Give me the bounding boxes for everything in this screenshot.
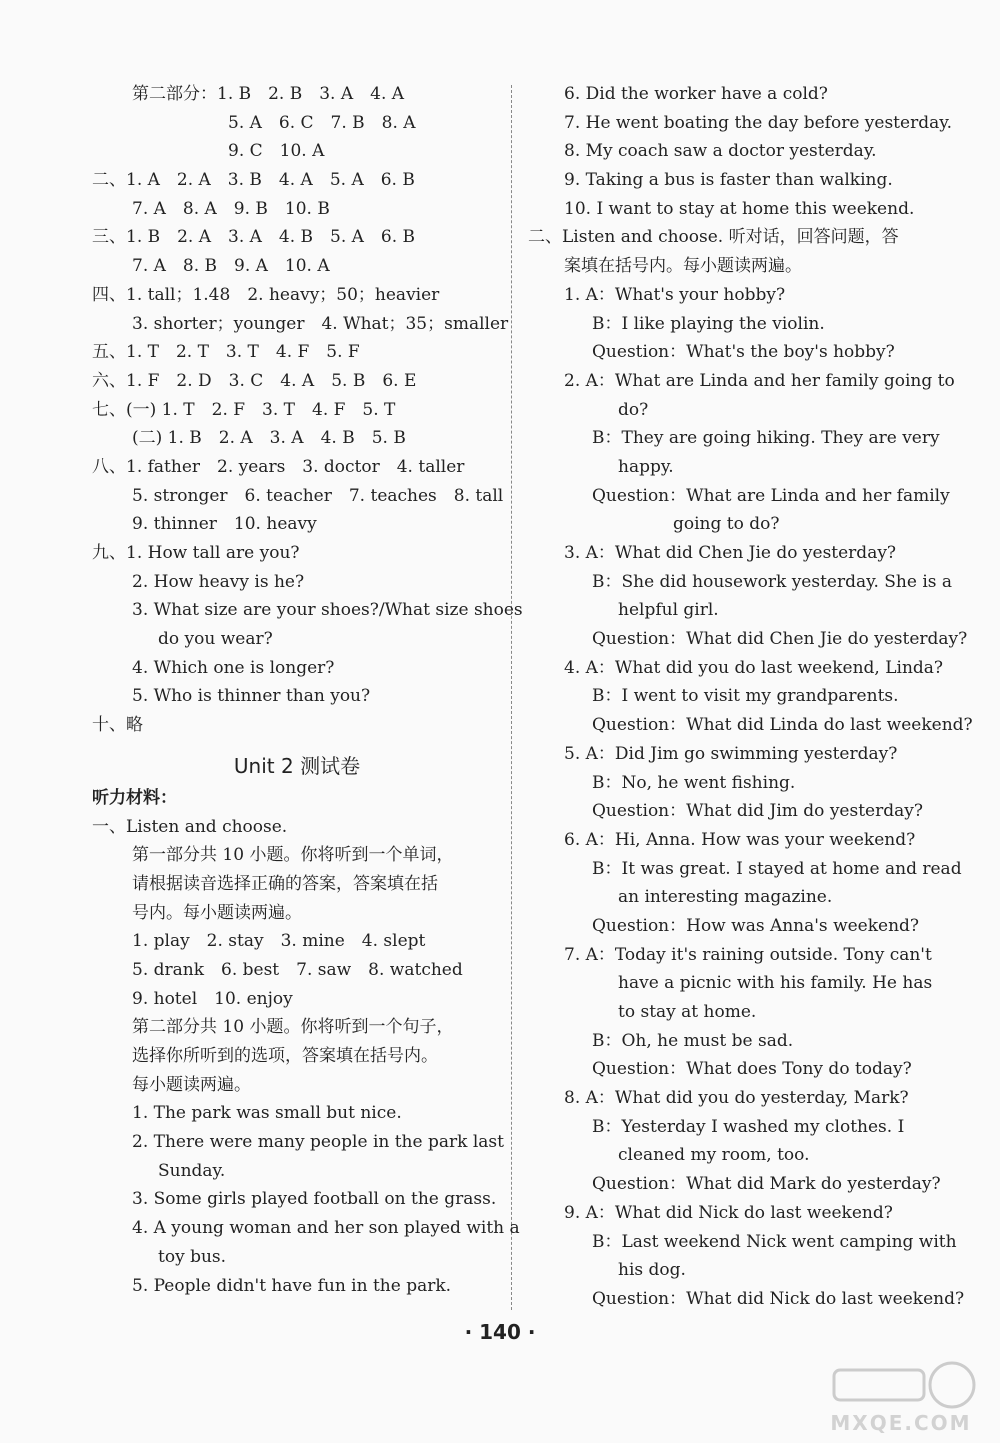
line-text: 听力材料： [92, 787, 177, 808]
text-line [92, 195, 502, 224]
line-text: 7. A：Today it's raining outside. Tony can't [564, 944, 932, 965]
line-text: B：I went to visit my grandparents. [592, 686, 899, 707]
line-text: 8. A：What did you do yesterday, Mark? [564, 1088, 909, 1109]
line-text: Question：What's the boy's hobby? [592, 342, 895, 363]
text-line [92, 1128, 502, 1157]
line-text: 9. Taking a bus is faster than walking. [564, 170, 893, 191]
text-line [92, 510, 502, 539]
line-text: Sunday. [158, 1160, 226, 1181]
text-line [528, 482, 950, 511]
line-text: 2. How heavy is he? [132, 571, 305, 592]
text-line [528, 510, 933, 539]
text-line [528, 682, 933, 711]
line-text: Question：What did Chen Jie do yesterday? [592, 629, 968, 650]
line-text: an interesting magazine. [618, 887, 833, 908]
text-line [528, 166, 933, 195]
line-text: B：Yesterday I washed my clothes. I [592, 1116, 905, 1137]
line-text: Unit 2 测试卷 [233, 753, 361, 778]
watermark-url: MXQE.COM [830, 1411, 972, 1435]
text-line [528, 424, 940, 453]
line-text: 八、1. father 2. years 3. doctor 4. taller [92, 456, 465, 477]
text-line [528, 137, 933, 166]
text-line [92, 80, 502, 109]
text-line [528, 396, 933, 425]
column-divider [511, 85, 512, 1310]
line-text: 5. Who is thinner than you? [132, 686, 371, 707]
line-text: 9. thinner 10. heavy [132, 514, 317, 535]
text-line [92, 166, 502, 195]
line-text: 第一部分共 10 小题。你将听到一个单词， [132, 845, 454, 866]
text-line [528, 223, 933, 252]
text-line [92, 424, 502, 453]
text-line [92, 137, 502, 166]
line-text: 案填在括号内。每小题读两遍。 [564, 256, 802, 277]
line-text: 3. A：What did Chen Jie do yesterday? [564, 543, 897, 563]
line-text: to stay at home. [618, 1002, 757, 1022]
line-text: 6. Did the worker have a cold? [564, 84, 828, 104]
line-text: Question：What did Mark do yesterday? [592, 1174, 941, 1195]
text-line [92, 899, 502, 928]
text-line [92, 870, 502, 899]
text-line [92, 482, 502, 511]
text-line [528, 654, 944, 683]
line-text: 3. What size are your shoes?/What size shoes [132, 600, 523, 621]
line-text: 第二部分：1. B 2. B 3. A 4. A [132, 84, 405, 104]
line-text: 四、1. tall；1.48 2. heavy；50；heavier [92, 284, 440, 305]
text-line [528, 1285, 965, 1314]
line-text: 2. There were many people in the park last [132, 1132, 504, 1153]
text-line [92, 711, 502, 740]
section-heading [92, 740, 502, 784]
text-line [92, 223, 502, 252]
line-text: B：It was great. I stayed at home and read [592, 858, 962, 879]
text-line [528, 826, 933, 855]
line-text: 7. He went boating the day before yesterday. [564, 112, 952, 133]
line-text: 7. A 8. A 9. B 10. B [132, 198, 330, 219]
line-text: 4. A：What did you do last weekend, Linda? [564, 657, 944, 678]
text-line [528, 797, 933, 826]
watermark-logo-icon [826, 1360, 976, 1410]
text-line [528, 883, 933, 912]
text-line [528, 596, 933, 625]
text-line [92, 453, 502, 482]
line-text: 选择你所听到的选项，答案填在括号内。 [132, 1046, 438, 1066]
line-text: 9. C 10. A [228, 141, 325, 162]
text-line [528, 80, 933, 109]
text-line [92, 310, 509, 339]
line-text: toy bus. [158, 1246, 227, 1267]
line-text: B：Last weekend Nick went camping with [592, 1231, 957, 1252]
text-line [92, 927, 502, 956]
text-line [528, 1027, 933, 1056]
line-text: 5. People didn't have fun in the park. [132, 1275, 452, 1296]
text-line [528, 195, 933, 224]
line-text: (二) 1. B 2. A 3. A 4. B 5. B [132, 428, 406, 449]
text-line [528, 338, 933, 367]
text-line [528, 941, 933, 970]
text-line [92, 568, 502, 597]
line-text: 1. A：What's your hobby? [564, 284, 786, 305]
line-text: 5. A：Did Jim go swimming yesterday? [564, 743, 898, 764]
line-text: 5. stronger 6. teacher 7. teaches 8. tall [132, 485, 504, 506]
line-text: helpful girl. [618, 600, 719, 621]
line-text: 4. Which one is longer? [132, 657, 335, 678]
line-text: his dog. [618, 1260, 686, 1281]
line-text: B：They are going hiking. They are very [592, 428, 940, 449]
text-line [92, 109, 502, 138]
text-line [92, 841, 502, 870]
text-line [528, 1256, 933, 1285]
text-line [528, 625, 968, 654]
text-line [528, 1055, 933, 1084]
line-text: 九、1. How tall are you? [92, 543, 300, 563]
text-line [528, 969, 933, 998]
line-text: Question：How was Anna's weekend? [592, 915, 920, 936]
text-line [92, 1214, 520, 1243]
text-line [92, 654, 502, 683]
line-text: 9. hotel 10. enjoy [132, 988, 293, 1009]
line-text: 三、1. B 2. A 3. A 4. B 5. A 6. B [92, 227, 416, 248]
text-line [528, 281, 933, 310]
line-text: 1. play 2. stay 3. mine 4. slept [132, 931, 426, 952]
text-line [92, 985, 502, 1014]
right-column [528, 80, 973, 1314]
line-text: 5. A 6. C 7. B 8. A [228, 112, 416, 133]
line-text: 6. A：Hi, Anna. How was your weekend? [564, 829, 916, 850]
text-line [528, 769, 933, 798]
left-column [92, 80, 523, 1300]
text-line [92, 539, 502, 568]
line-text: B：She did housework yesterday. She is a [592, 571, 953, 592]
text-line [92, 1272, 502, 1301]
text-line [528, 453, 933, 482]
text-line [92, 956, 502, 985]
text-line [92, 1185, 502, 1214]
text-line [528, 109, 952, 138]
line-text: Question：What does Tony do today? [592, 1059, 912, 1080]
line-text: 请根据读音选择正确的答案，答案填在括 [132, 873, 438, 894]
line-text: going to do? [673, 514, 780, 535]
text-line [92, 1013, 502, 1042]
text-line [92, 1099, 502, 1128]
text-line [528, 539, 933, 568]
line-text: 2. A：What are Linda and her family going to [564, 370, 955, 391]
line-text: happy. [618, 456, 674, 477]
line-text: 10. I want to stay at home this weekend. [564, 198, 915, 219]
line-text: do you wear? [158, 629, 273, 650]
line-text: 7. A 8. B 9. A 10. A [132, 256, 330, 277]
text-line [92, 252, 502, 281]
line-text: 五、1. T 2. T 3. T 4. F 5. F [92, 342, 360, 363]
text-line [92, 338, 502, 367]
line-text: 二、Listen and choose. 听对话，回答问题，答 [528, 227, 899, 248]
line-text: 第二部分共 10 小题。你将听到一个句子， [132, 1017, 454, 1038]
line-text: have a picnic with his family. He has [618, 973, 933, 994]
text-line [528, 1084, 933, 1113]
line-text: 七、(一) 1. T 2. F 3. T 4. F 5. T [92, 399, 396, 420]
text-line [528, 1199, 933, 1228]
line-text: 5. drank 6. best 7. saw 8. watched [132, 959, 463, 980]
text-line [528, 740, 933, 769]
text-line [528, 711, 973, 740]
text-line [528, 568, 953, 597]
line-text: do? [618, 399, 649, 420]
line-text: 二、1. A 2. A 3. B 4. A 5. A 6. B [92, 170, 415, 191]
line-text: 8. My coach saw a doctor yesterday. [564, 141, 877, 162]
text-line [528, 912, 933, 941]
line-text: B：Oh, he must be sad. [592, 1030, 794, 1051]
text-line [92, 625, 502, 654]
section-subheading [92, 784, 502, 813]
line-text: Question：What did Linda do last weekend? [592, 715, 973, 736]
text-line [92, 596, 523, 625]
line-text: 十、略 [92, 715, 143, 736]
text-line [92, 396, 502, 425]
line-text: 9. A：What did Nick do last weekend? [564, 1202, 893, 1223]
text-line [528, 1141, 933, 1170]
line-text: Question：What did Jim do yesterday? [592, 801, 923, 822]
text-line [92, 1157, 502, 1186]
text-line [528, 1170, 941, 1199]
text-line [92, 367, 502, 396]
line-text: Question：What did Nick do last weekend? [592, 1288, 965, 1309]
line-text: B：No, he went fishing. [592, 772, 796, 793]
line-text: 4. A young woman and her son played with a [132, 1218, 520, 1239]
line-text: Question：What are Linda and her family [592, 485, 950, 506]
text-line [528, 1228, 957, 1257]
line-text: 每小题读两遍。 [132, 1074, 251, 1095]
line-text: 号内。每小题读两遍。 [132, 902, 302, 923]
text-line [92, 1042, 502, 1071]
watermark [816, 1360, 986, 1435]
text-line [528, 367, 955, 396]
line-text: 1. The park was small but nice. [132, 1103, 402, 1124]
text-line [92, 1243, 502, 1272]
text-line [528, 855, 962, 884]
text-line [92, 1071, 502, 1100]
line-text: cleaned my room, too. [618, 1145, 810, 1166]
line-text: 一、Listen and choose. [92, 816, 288, 837]
text-line [92, 281, 502, 310]
text-line [528, 310, 933, 339]
text-line [92, 682, 502, 711]
page-number: · 140 · [464, 1320, 536, 1344]
text-line [528, 252, 933, 281]
line-text: 3. Some girls played football on the grass. [132, 1189, 497, 1210]
text-line [528, 998, 933, 1027]
text-line [528, 1113, 933, 1142]
line-text: 3. shorter；younger 4. What；35；smaller [132, 313, 509, 334]
text-line [92, 813, 502, 842]
line-text: B：I like playing the violin. [592, 313, 825, 334]
line-text: 六、1. F 2. D 3. C 4. A 5. B 6. E [92, 370, 417, 391]
